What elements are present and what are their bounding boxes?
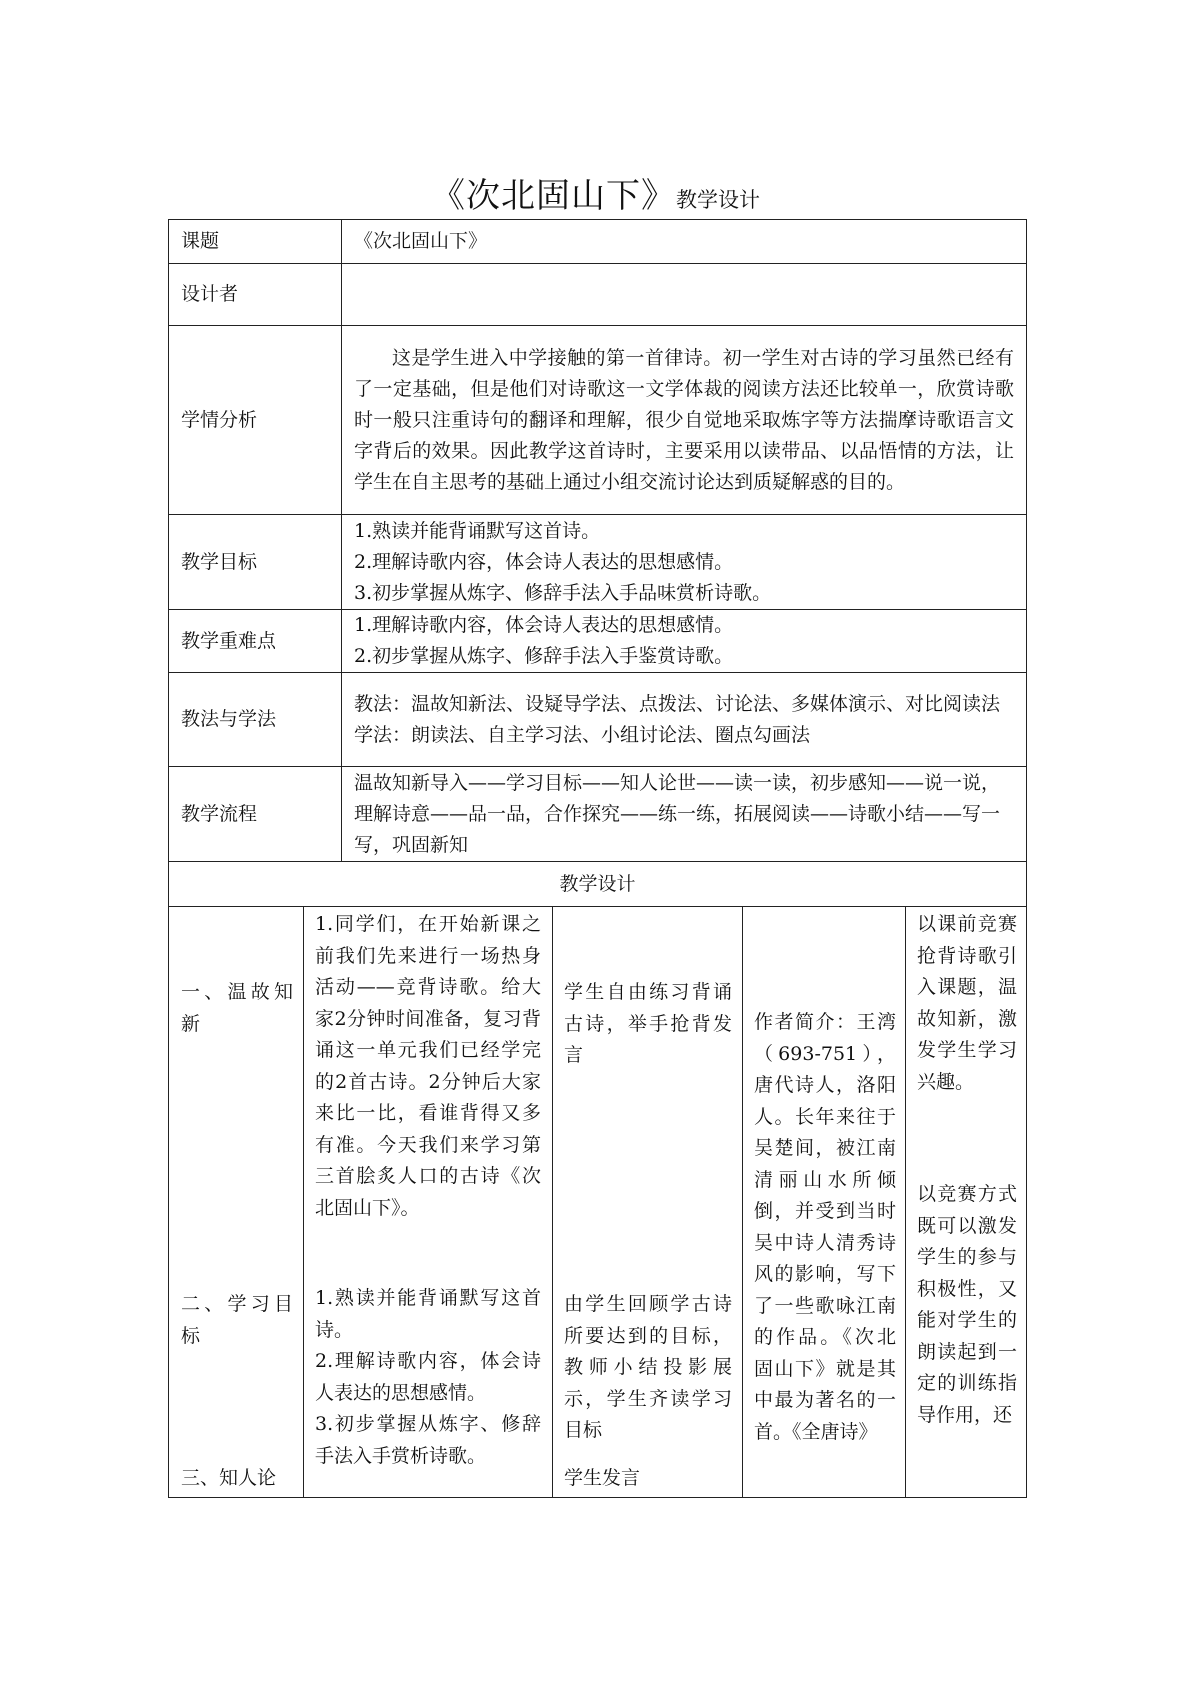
value-key-points (342, 610, 1027, 673)
value-goals (342, 515, 1027, 610)
row-key-points (169, 610, 1027, 673)
key-point-item: 2.初步掌握从炼字、修辞手法入手鉴赏诗歌。 (354, 645, 734, 667)
goal-item: 1.熟读并能背诵默写这首诗。 (354, 519, 601, 542)
column-divider (303, 907, 304, 1497)
label-process: 教学流程 (169, 767, 342, 862)
title-main: 《次北固山下》 (431, 176, 676, 216)
label-designer: 设计者 (169, 264, 342, 326)
column-divider (905, 907, 906, 1497)
row-designer (169, 264, 1027, 326)
step-background: 三、知人论 (181, 1467, 277, 1489)
author-intro: 作者简介：王湾（693-751），唐代诗人，洛阳人。长年来往于吴楚间，被江南清丽山水所倾倒，并受到当时吴中诗人清秀诗风的影响，写下了一些歌咏江南的作品。《次北固山下》就是其中最为著名的一首。《全唐诗》 (754, 1011, 896, 1443)
label-topic: 课题 (169, 220, 342, 264)
goal-item: 2.理解诗歌内容，体会诗人表达的思想感情。 (354, 550, 734, 573)
label-goals: 教学目标 (169, 515, 342, 610)
label-analysis: 学情分析 (169, 326, 342, 515)
title-suffix: 教学设计 (676, 188, 760, 212)
step-goals: 二、学习目标 (181, 1293, 293, 1347)
teacher-activity-2: 1.熟读并能背诵默写这首诗。 (315, 1287, 541, 1341)
design-grid (169, 907, 1026, 1497)
row-goals (169, 515, 1027, 610)
value-analysis: 这是学生进入中学接触的第一首律诗。初一学生对古诗的学习虽然已经有了一定基础，但是他们对诗歌这一文学体裁的阅读方法还比较单一，欣赏诗歌时一般只注重诗句的翻译和理解，很少自觉地采取炼字等方法揣摩诗歌语言文字背后的效果。因此教学这首诗时，主要采用以读带品、以品悟情的方法，让学生在自主思考的基础上通过小组交流讨论达到质疑解惑的目的。 (342, 326, 1027, 515)
row-design-detail (169, 907, 1027, 1498)
value-methods (342, 673, 1027, 767)
design-intent-1: 以课前竞赛抢背诗歌引入课题，温故知新，激发学生学习兴趣。 (917, 913, 1017, 1093)
learning-methods: 学法：朗读法、自主学习法、小组讨论法、圈点勾画法 (354, 723, 811, 746)
teacher-activity-3: 2.理解诗歌内容，体会诗人表达的思想感情。 (315, 1350, 541, 1404)
column-divider (552, 907, 553, 1497)
student-activity-3: 学生发言 (564, 1467, 641, 1489)
teacher-activity-1: 1.同学们，在开始新课之前我们先来进行一场热身活动——竞背诗歌。给大家2分钟时间准备，复习背诵这一单元我们已经学完的2首古诗。2分钟后大家来比一比，看谁背得又多有准。今天我们来学习第三首脍炙人口的古诗《次北固山下》。 (315, 913, 541, 1219)
row-analysis (169, 326, 1027, 515)
step-warmup: 一、温故知新 (181, 981, 293, 1035)
teaching-methods: 教法：温故知新法、设疑导学法、点拨法、讨论法、多媒体演示、对比阅读法 (354, 692, 1001, 715)
row-design-header (169, 862, 1027, 907)
student-activity-2: 由学生回顾学古诗所要达到的目标，教师小结投影展示，学生齐读学习目标 (564, 1293, 732, 1441)
teacher-activity-4: 3.初步掌握从炼字、修辞手法入手赏析诗歌。 (315, 1413, 541, 1467)
column-divider (742, 907, 743, 1497)
goal-item: 3.初步掌握从炼字、修辞手法入手品味赏析诗歌。 (354, 581, 772, 604)
row-methods (169, 673, 1027, 767)
design-intent-2: 以竞赛方式既可以激发学生的参与积极性，又能对学生的朗读起到一定的训练指导作用，还 (917, 1183, 1017, 1426)
row-topic (169, 220, 1027, 264)
value-process: 温故知新导入——学习目标——知人论世——读一读，初步感知——说一说，理解诗意——品一品，合作探究——练一练，拓展阅读——诗歌小结——写一写，巩固新知 (342, 767, 1027, 862)
key-point-item: 1.理解诗歌内容，体会诗人表达的思想感情。 (354, 614, 734, 636)
document-title (0, 168, 1191, 217)
value-designer (342, 264, 1027, 326)
design-detail-cell (169, 907, 1027, 1498)
row-process (169, 767, 1027, 862)
lesson-plan-table (168, 219, 1027, 1498)
value-topic: 《次北固山下》 (342, 220, 1027, 264)
label-methods: 教法与学法 (169, 673, 342, 767)
student-activity-1: 学生自由练习背诵古诗，举手抢背发言 (564, 981, 732, 1066)
label-key-points: 教学重难点 (169, 610, 342, 673)
design-header: 教学设计 (169, 862, 1027, 907)
